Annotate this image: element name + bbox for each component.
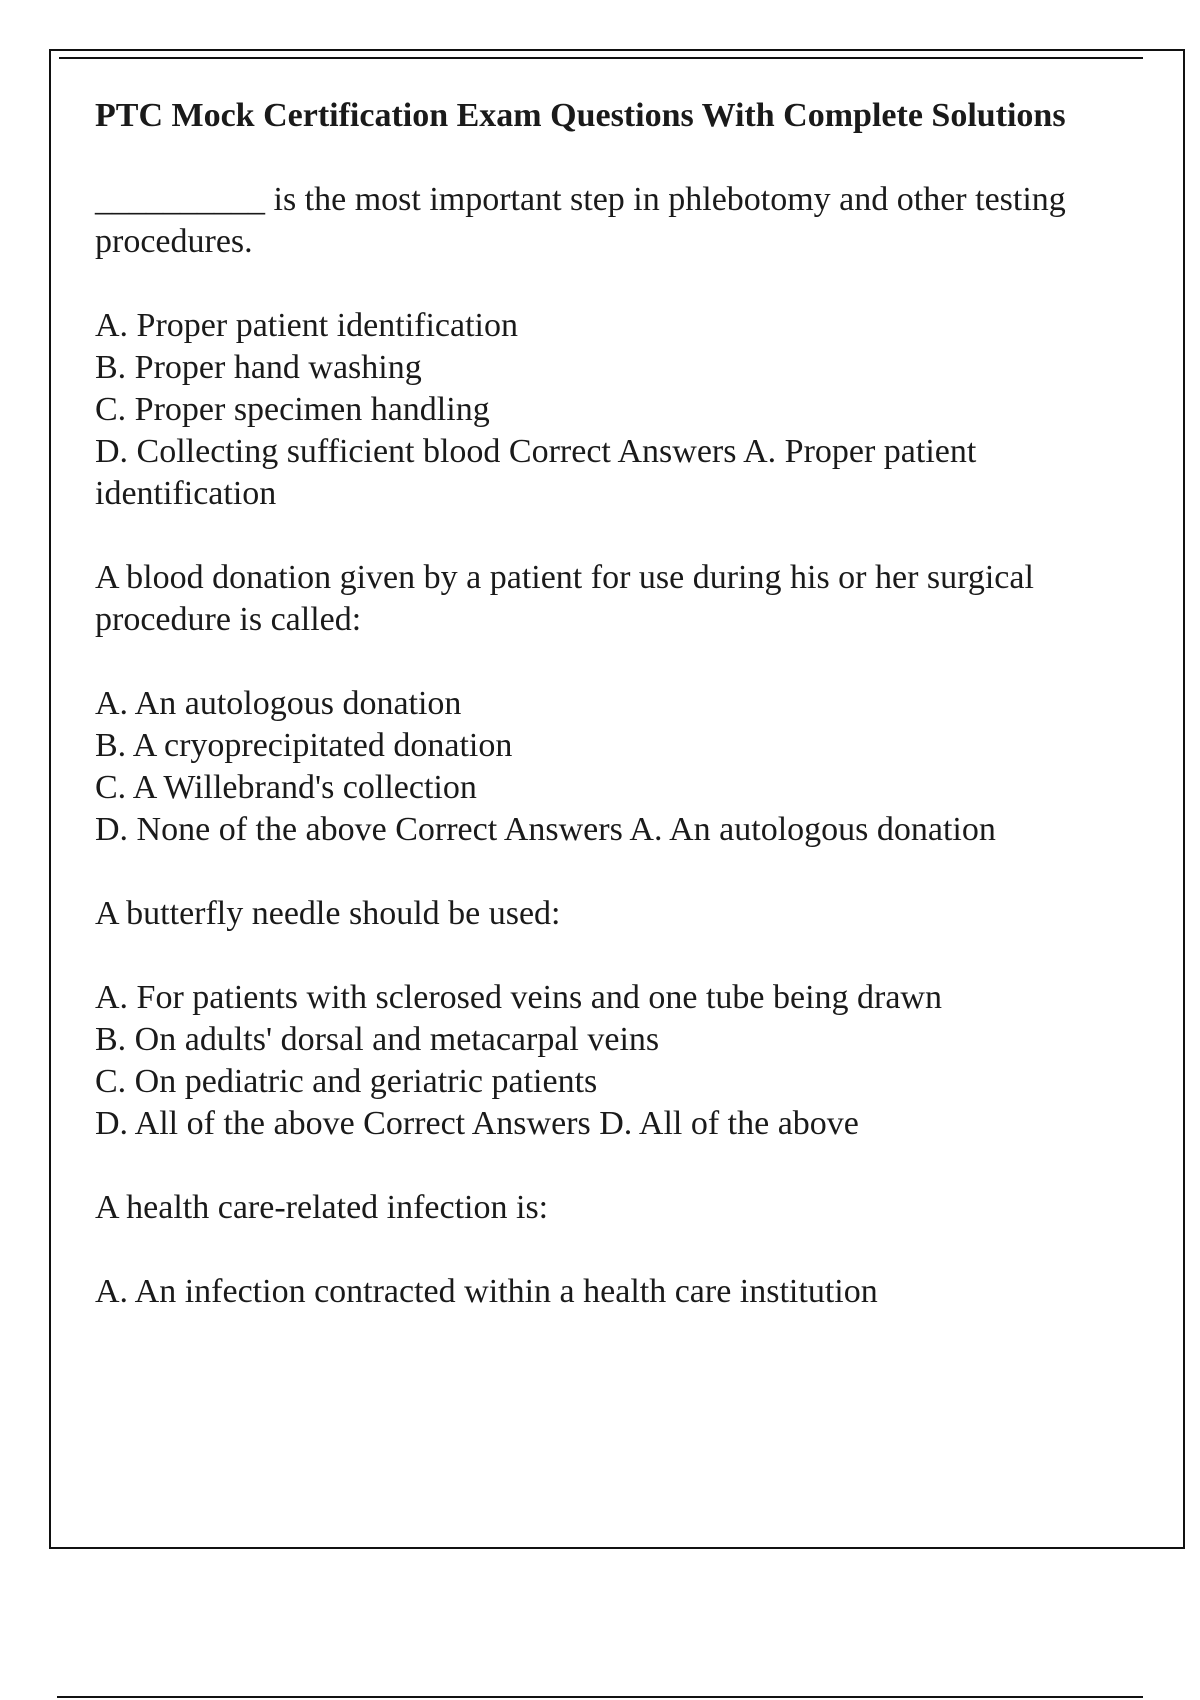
document-title: PTC Mock Certification Exam Questions With Complete Solutions	[95, 97, 1066, 134]
option: A. For patients with sclerosed veins and one tube being drawn	[95, 979, 942, 1016]
question-1-options	[95, 305, 1095, 515]
question-3-options	[95, 977, 1095, 1145]
question-3: A butterfly needle should be used:	[95, 895, 561, 932]
question-2-options	[95, 683, 1095, 851]
option: C. On pediatric and geriatric patients	[95, 1063, 598, 1100]
document-content	[95, 95, 1095, 1355]
option-with-answer: D. All of the above Correct Answers D. All of the above	[95, 1105, 859, 1142]
option: B. On adults' dorsal and metacarpal veins	[95, 1021, 660, 1058]
question-4: A health care-related infection is:	[95, 1189, 549, 1226]
option: B. A cryoprecipitated donation	[95, 727, 513, 764]
option: B. Proper hand washing	[95, 349, 422, 386]
option-with-answer: D. None of the above Correct Answers A. An autologous donation	[95, 811, 996, 848]
bottom-rule	[57, 1696, 1143, 1698]
option: C. Proper specimen handling	[95, 391, 490, 428]
answer-blank: __________	[95, 181, 265, 218]
option-with-answer: D. Collecting sufficient blood Correct Answers A. Proper patient identification	[95, 433, 977, 512]
option: A. An infection contracted within a health care institution	[95, 1273, 878, 1310]
question-1	[95, 179, 1095, 263]
question-2: A blood donation given by a patient for use during his or her surgical procedure is called:	[95, 559, 1034, 638]
option: C. A Willebrand's collection	[95, 769, 477, 806]
question-1-text: is the most important step in phlebotomy and other testing procedures.	[95, 181, 1066, 260]
top-rule	[59, 57, 1143, 59]
option: A. Proper patient identification	[95, 307, 518, 344]
question-4-options	[95, 1271, 1095, 1313]
option: A. An autologous donation	[95, 685, 462, 722]
